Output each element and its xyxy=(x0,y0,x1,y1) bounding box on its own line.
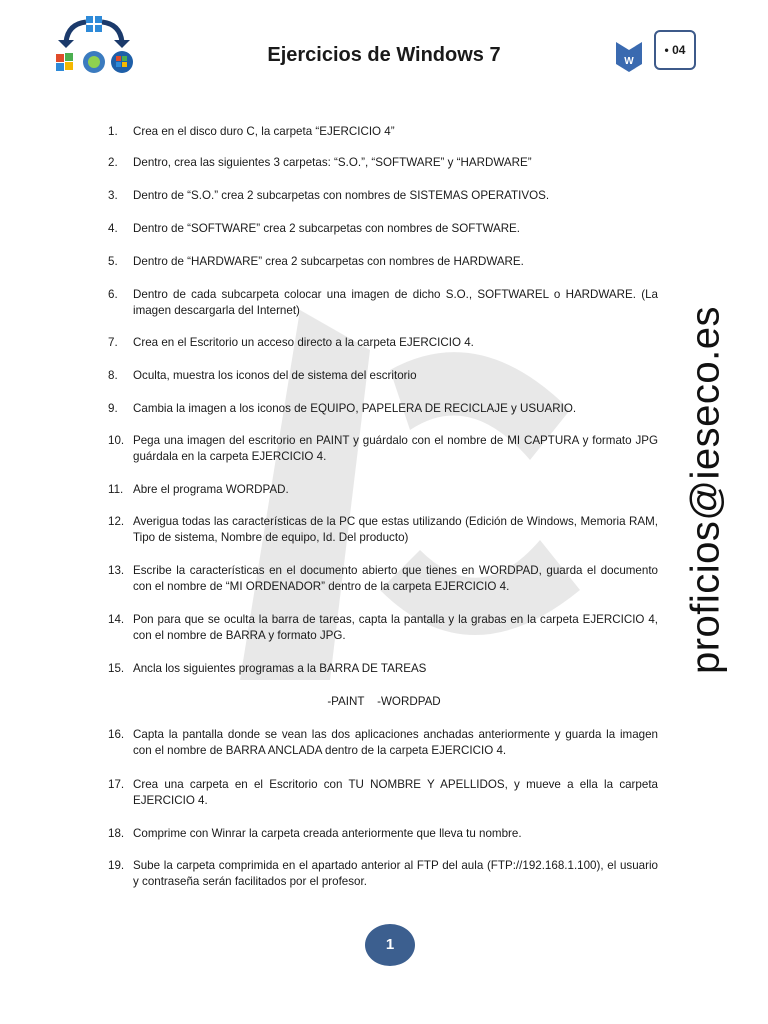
item-text: Dentro, crea las siguientes 3 carpetas: “S.O.”, “SOFTWARE” y “HARDWARE” xyxy=(133,156,532,169)
list-item xyxy=(108,858,658,890)
list-item xyxy=(108,482,658,498)
item-text: Averigua todas las características de la PC que estas utilizando (Edición de Windows, Memoria RAM, Tipo de sistema, Nombre de equipo, Id. Del producto) xyxy=(133,515,658,544)
item-number: 10. xyxy=(108,434,125,447)
side-brand-text: proficios@ieseco.es xyxy=(683,305,728,675)
item-text: Sube la carpeta comprimida en el apartado anterior al FTP del aula (FTP://192.168.1.100), el usuario y contraseña serán facilitados por el profesor. xyxy=(133,859,658,888)
w-badge-letter: W xyxy=(624,56,634,67)
list-item xyxy=(108,124,658,140)
item-text: Dentro de “SOFTWARE” crea 2 subcarpetas con nombres de SOFTWARE. xyxy=(133,222,521,235)
item-number: 11. xyxy=(108,483,124,496)
list-item xyxy=(108,661,658,677)
list-item xyxy=(108,777,658,809)
list-item xyxy=(108,335,658,351)
list-item xyxy=(108,612,658,644)
item-text: Pega una imagen del escritorio en PAINT y guárdalo con el nombre de MI CAPTURA y formato JPG guárdala en la carpeta EJERCICIO 4. xyxy=(133,434,658,463)
item-text: Comprime con Winrar la carpeta creada anteriormente que lleva tu nombre. xyxy=(133,827,522,840)
item-number: 12. xyxy=(108,515,125,528)
item-number: 6. xyxy=(108,288,118,301)
page-title: Ejercicios de Windows 7 xyxy=(267,44,501,66)
list-item xyxy=(108,155,658,171)
item-text: Crea en el disco duro C, la carpeta “EJERCICIO 4” xyxy=(133,125,395,138)
item-number: 3. xyxy=(108,189,118,202)
item-text: Crea en el Escritorio un acceso directo a la carpeta EJERCICIO 4. xyxy=(133,336,474,349)
item-text: Dentro de “S.O.” crea 2 subcarpetas con nombres de SISTEMAS OPERATIVOS. xyxy=(133,189,550,202)
item-number: 1. xyxy=(108,125,118,138)
item-number: 15. xyxy=(108,662,125,675)
list-item xyxy=(108,287,658,319)
item-number: 9. xyxy=(108,402,118,415)
list-item xyxy=(108,401,658,417)
programs-line: -PAINT -WORDPAD xyxy=(327,695,441,708)
item-text: Oculta, muestra los iconos del de sistema del escritorio xyxy=(133,369,417,382)
list-item xyxy=(108,727,658,759)
item-number: 5. xyxy=(108,255,118,268)
item-number: 14. xyxy=(108,613,125,626)
item-number: 16. xyxy=(108,728,125,741)
item-number: 8. xyxy=(108,369,118,382)
exercise-number-badge: • 04 xyxy=(654,30,696,70)
item-text: Capta la pantalla donde se vean las dos aplicaciones anchadas anteriormente y guarda la imagen con el nombre de BARRA ANCLADA dentro de la carpeta EJERCICIO 4. xyxy=(133,728,658,757)
item-number: 4. xyxy=(108,222,118,235)
list-item xyxy=(108,254,658,270)
list-item xyxy=(108,826,658,842)
item-number: 7. xyxy=(108,336,118,349)
item-text: Pon para que se oculta la barra de tareas, capta la pantalla y la grabas en la carpeta EJERCICIO 4, con el nombre de BARRA y formato JPG. xyxy=(133,613,658,642)
list-item xyxy=(108,514,658,546)
item-text: Dentro de “HARDWARE” crea 2 subcarpetas con nombres de HARDWARE. xyxy=(133,255,524,268)
list-item xyxy=(108,188,658,204)
item-number: 19. xyxy=(108,859,125,872)
item-text: Escribe la características en el documento abierto que tienes en WORDPAD, guarda el documento con el nombre de “MI ORDENADOR” dentro de la carpeta EJERCICIO 4. xyxy=(133,564,658,593)
item-number: 13. xyxy=(108,564,125,577)
item-text: Crea una carpeta en el Escritorio con TU NOMBRE Y APELLIDOS, y mueve a ella la carpeta EJERCICIO 4. xyxy=(133,778,658,807)
item-number: 17. xyxy=(108,778,125,791)
item-text: Dentro de cada subcarpeta colocar una imagen de dicho S.O., SOFTWAREL o HARDWARE. (La imagen descargarla del Internet) xyxy=(133,288,658,317)
item-text: Cambia la imagen a los iconos de EQUIPO, PAPELERA DE RECICLAJE y USUARIO. xyxy=(133,402,577,415)
list-item xyxy=(108,221,658,237)
item-text: Abre el programa WORDPAD. xyxy=(133,483,289,496)
page-number-badge: 1 xyxy=(365,924,415,966)
list-item xyxy=(108,368,658,384)
list-item xyxy=(108,433,658,465)
item-text: Ancla los siguientes programas a la BARRA DE TAREAS xyxy=(133,662,427,675)
w-badge-icon xyxy=(614,40,644,74)
item-number: 18. xyxy=(108,827,125,840)
item-number: 2. xyxy=(108,156,118,169)
list-item xyxy=(108,563,658,595)
